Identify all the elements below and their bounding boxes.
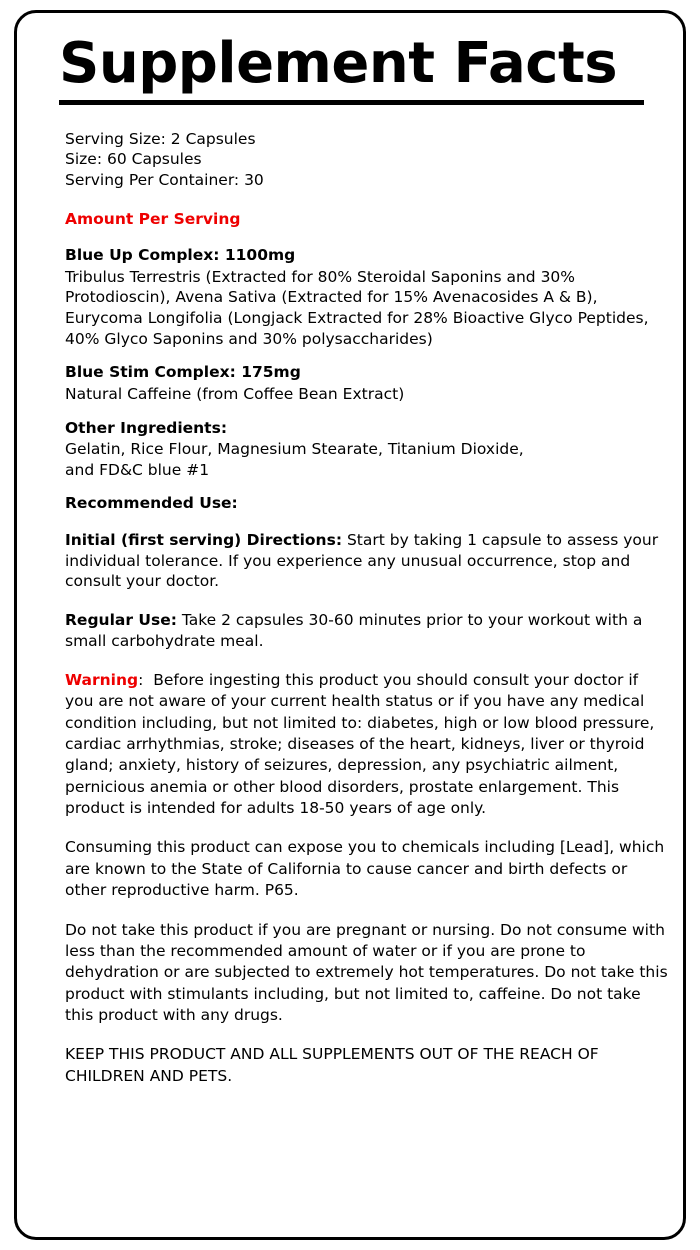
page-title: Supplement Facts	[59, 31, 618, 96]
serving-size: Serving Size: 2 Capsules	[65, 129, 256, 148]
prop65-paragraph: Consuming this product can expose you to chemicals including [Lead], which are known to the State of California to cause cancer and birth defects or other reproductive harm. P65.	[65, 838, 665, 900]
warning-paragraph	[65, 670, 671, 820]
other-ingredients-heading: Other Ingredients:	[65, 418, 228, 437]
regular-use	[65, 610, 671, 652]
blend-body: Natural Caffeine (from Coffee Bean Extract)	[65, 384, 405, 403]
initial-directions-label: Initial (first serving) Directions:	[65, 530, 343, 549]
amount-per-serving-heading: Amount Per Serving	[65, 209, 241, 228]
pregnancy-warning-paragraph: Do not take this product if you are pregnant or nursing. Do not consume with less than the recommended amount of water or if you are prone to dehydration or are subjected to extremely hot temperatures. Do not take this product with stimulants including, but not limited to, caffeine. Do not take this product with any drugs.	[65, 920, 668, 1025]
blend-heading: Blue Up Complex: 1100mg	[65, 246, 296, 265]
keep-out-of-reach-paragraph: KEEP THIS PRODUCT AND ALL SUPPLEMENTS OUT OF THE REACH OF CHILDREN AND PETS.	[65, 1045, 599, 1085]
initial-directions	[65, 530, 671, 592]
recommended-use-heading: Recommended Use:	[65, 494, 238, 513]
blend-heading: Blue Stim Complex: 175mg	[65, 363, 301, 382]
blend-body: Tribulus Terrestris (Extracted for 80% Steroidal Saponins and 30% Protodioscin), Avena Sativa (Extracted for 15% Avenacosides A & B), Eurycoma Longifolia (Longjack Extracted for 28% Bioactive Glyco Peptides, 40% Glyco Saponins and 30% polysaccharides)	[65, 267, 649, 348]
spacer	[59, 520, 671, 530]
label-content	[59, 31, 671, 1101]
warning-colon: :	[138, 670, 144, 689]
regular-use-body: Take 2 capsules 30-60 minutes prior to your workout with a small carbohydrate meal.	[65, 611, 643, 650]
other-ingredients	[65, 418, 671, 481]
warning-label: Warning	[65, 670, 139, 689]
other-ingredients-line-1: Gelatin, Rice Flour, Magnesium Stearate, Titanium Dioxide,	[65, 440, 524, 459]
initial-directions-body: Start by taking 1 capsule to assess your individual tolerance. If you experience any unusual occurrence, stop and consult your doctor.	[65, 530, 659, 591]
blend-blue-up-complex	[65, 245, 671, 349]
warning-body: Before ingesting this product you should consult your doctor if you are not aware of your current health status or if you have any medical condition including, but not limited to: diabetes, high or low blood pressure, cardiac arrhythmias, stroke; diseases of the heart, kidneys, liver or thyroid gland; anxiety, history of seizures, depression, any psychiatric ailment, pernicious anemia or other blood disorders, prostate enlargement. This product is intended for adults 18-50 years of age only.	[65, 670, 655, 818]
recommended-use-heading-block	[65, 493, 671, 514]
supplement-facts-panel	[14, 10, 686, 1240]
serving-info	[65, 129, 671, 191]
other-ingredients-line-2: and FD&C blue #1	[65, 460, 210, 479]
regular-use-label: Regular Use:	[65, 611, 177, 630]
servings-per-container: Serving Per Container: 30	[65, 171, 264, 190]
blend-blue-stim-complex	[65, 362, 671, 404]
title-divider	[59, 100, 644, 105]
container-size: Size: 60 Capsules	[65, 150, 202, 169]
label-body	[59, 129, 671, 1087]
